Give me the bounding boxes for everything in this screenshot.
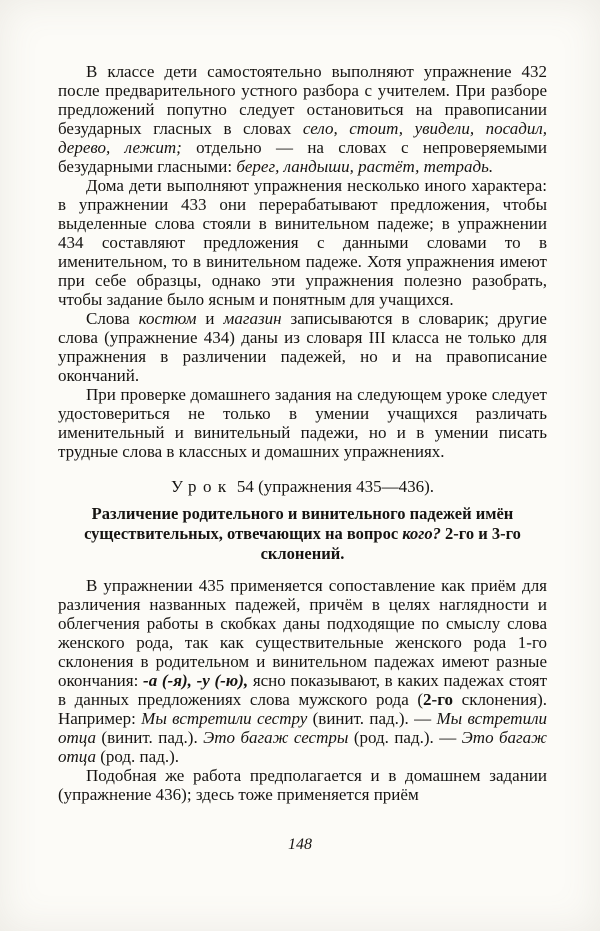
section-heading: [58, 504, 547, 564]
paragraph-exercise-436: [58, 766, 547, 804]
text-run: -а (-я), -у (-ю),: [143, 671, 249, 690]
text-run: Мы встретили отца: [58, 709, 547, 747]
text-run: Это багаж сестры: [203, 728, 349, 747]
text-run: (винит. пад.).: [95, 728, 204, 747]
paragraph-checking: [58, 385, 547, 461]
text-run: магазин: [223, 309, 282, 328]
text-run: Слова: [86, 309, 139, 328]
text-run: (род. пад.).: [95, 747, 180, 766]
text-run: В упражнении 435 применяется сопоставление как приём для различения названных падежей, причём в целях наглядности и облегчения работы в скобках даны подходящие по смыслу слова женского рода, так как существительные женского рода 1-го склонения в родительном и винительном падежах имеют разные окончания:: [58, 576, 547, 690]
text-block: [58, 62, 547, 804]
lesson-heading: [58, 477, 547, 496]
text-run: (род. пад.). —: [348, 728, 462, 747]
page-number: 148: [288, 836, 312, 853]
text-run: (винит. пад.). —: [307, 709, 437, 728]
text-run: склонения). Например:: [58, 690, 548, 728]
text-run: 2-го: [423, 690, 454, 709]
text-run: Это багаж отца: [58, 728, 547, 766]
text-run: При проверке домашнего задания на следующем уроке следует удостовериться не только в умении учащихся различать именительный и винительный падежи, но и в умении писать трудные слова в классных и домашних упражнениях.: [58, 385, 547, 461]
text-run: Урок: [170, 477, 233, 496]
text-run: 54 (упражнения 435—436).: [232, 477, 435, 496]
text-run: костюм: [138, 309, 197, 328]
text-run: и: [196, 309, 224, 328]
text-run: Дома дети выполняют упражнения несколько иного характера: в упражнении 433 они перерабатывают предложения, чтобы выделенные слова стояли в винительном падеже; в упражнении 434 составляют предложения с данными словами то в именительном, то в винительном падеже. Хотя упражнения имеют при себе образцы, однако эти упражнения полезно разобрать, чтобы задание было ясным и понятным для учащихся.: [58, 176, 547, 309]
text-run: 2-го и 3-го склонений.: [260, 524, 521, 563]
text-run: Подобная же работа предполагается и в домашнем задании (упражнение 436); здесь тоже применяется приём: [58, 766, 547, 804]
text-run: кого?: [402, 524, 441, 543]
paragraph-exercise-435: [58, 576, 547, 766]
paragraph-vocabulary: [58, 309, 547, 385]
text-run: записываются в словарик; другие слова (упражнение 434) даны из словаря III класса не только для упражнения в различении падежей, но и на правописание окончаний.: [58, 309, 547, 385]
text-run: Различение родительного и винительного падежей имён существительных, отвечающих на вопрос: [84, 504, 514, 543]
text-run: Мы встретили сестру: [141, 709, 308, 728]
text-run: берег, ландыши, растёт, тетрадь.: [236, 157, 494, 176]
text-run: В классе дети самостоятельно выполняют упражнение 432 после предварительного устного разбора с учителем. При разборе предложений попутно следует остановиться на правописании безударных гласных в словах: [58, 62, 547, 138]
text-run: отдельно — на словах с непроверяемыми безударными гласными:: [58, 138, 547, 176]
paragraph-homework: [58, 176, 547, 309]
text-run: ясно показывают, в каких падежах стоят в данных предложениях слова мужского рода (: [58, 671, 547, 709]
paragraph-classwork: [58, 62, 547, 176]
text-run: село, стоит, увидели, посадил, дерево, лежит;: [58, 119, 547, 157]
